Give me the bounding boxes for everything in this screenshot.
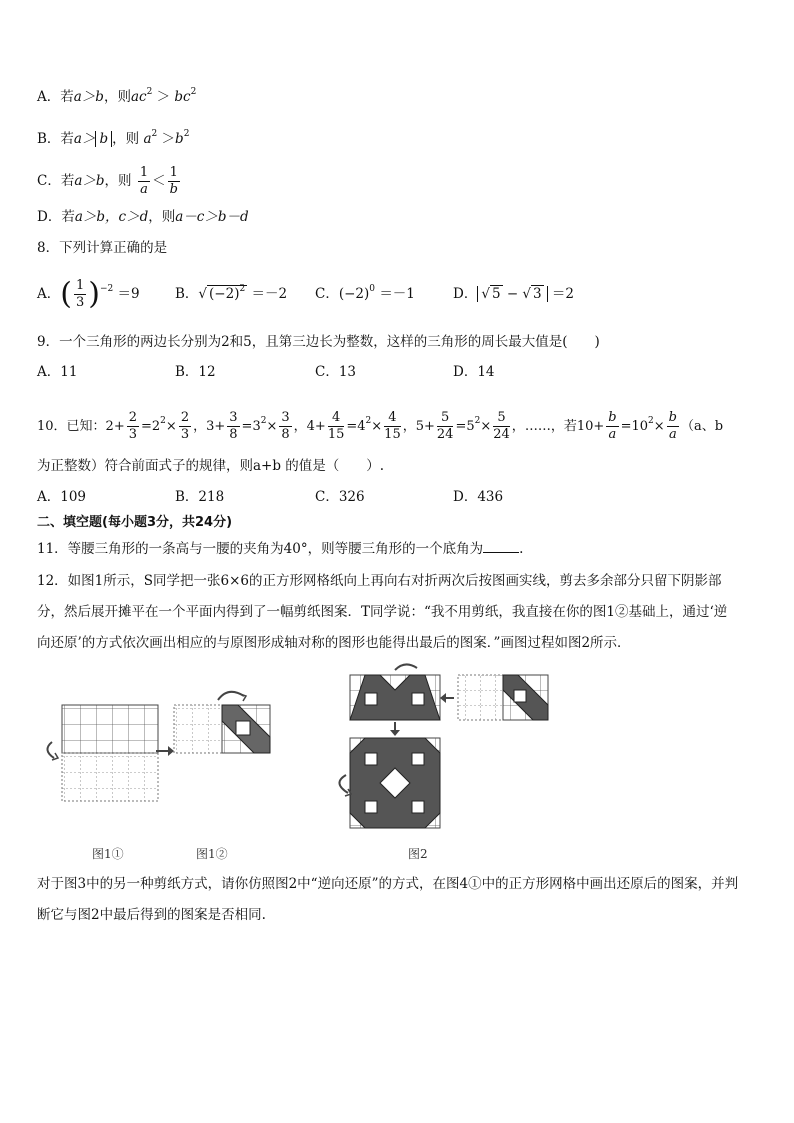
q10-option-b: B．218 <box>175 489 225 505</box>
q9-option-a: A．11 <box>37 364 78 380</box>
section-heading-fill-in: 二、填空题(每小题3分，共24分) <box>37 515 233 530</box>
figure-2-step-0 <box>458 675 548 720</box>
q10-option-d: D．436 <box>453 489 504 505</box>
q12-line3: 向还原’的方式依次画出相应的与原图形成轴对称的图形也能得出最后的图案．”画图过程如图2所示． <box>37 635 631 651</box>
q10-option-c: C．326 <box>315 489 365 505</box>
q8-option-c: C．$(-2)^0 =-1$ <box>315 284 415 302</box>
q9-option-d: D．14 <box>453 364 495 380</box>
q8-option-a: A．( $\frac{1}{3}$ )$^{-2}$ ＝9 <box>37 276 140 312</box>
q10-option-a: A．109 <box>37 489 87 505</box>
q10-stem-line2: 为正整数）符合前面式子的规律，则a+b 的值是（ ）. <box>37 458 385 474</box>
q12-line2: 分，然后展开摊平在一个平面内得到了一幅剪纸图案．T同学说：“我不用剪纸，我直接在你的图1②基础上，通过‘逆 <box>37 604 728 620</box>
figure-1-2 <box>174 692 270 753</box>
q12-line5: 断它与图2中最后得到的图案是否相同. <box>37 907 266 923</box>
caption-figure-2: 图2 <box>408 847 428 861</box>
q9-option-b: B．12 <box>175 364 216 380</box>
q7-option-d: D．若a＞b，c＞d，则a－c＞b－d <box>37 209 249 225</box>
q12-line1: 12．如图1所示，S同学把一张6×6的正方形网格纸向上再向右对折两次后按图画实线，剪去多余部分只留下阴影部 <box>37 573 722 589</box>
figure-1-1 <box>47 705 174 801</box>
q8-option-d: D． √ 5 − √ 3 ＝2 <box>453 286 575 302</box>
q11-stem: 11．等腰三角形的一条高与一腰的夹角为40°，则等腰三角形的一个底角为 . <box>37 541 524 557</box>
q7-option-a: A．若a＞b，则$ac^2 > bc^2$ <box>37 87 197 105</box>
figure-2-final <box>339 738 440 828</box>
q8-option-b: B．√ $(-2)^2 =-2$ <box>175 284 288 302</box>
q12-line4: 对于图3中的另一种剪纸方式，请你仿照图2中“逆向还原”的方式，在图4①中的正方形网格中画出还原后的图案，并判 <box>37 876 739 892</box>
answer-blank[interactable] <box>483 540 519 553</box>
q7-option-c: C．若a＞b，则 $\frac{1}{a}$ ＜ $\frac{1}{b}$ <box>37 165 178 197</box>
q10-stem: 10．已知：2+ $\frac{2}{3}$ $=2^2\times$ $\frac{2}{3}$ ，3+ $\frac{3}{8}$ $=3^2\times$ $\frac{3}{8}$ ，4+ $\frac{4}{15}$ $=4^2\times$ $\frac{4}{15}$ ，5+ $\frac{5}{24}$ $=5^2\times$ $\frac{5}{24}$ ，……，若10+ $\frac{b}{a}$ $=10^2\times$ $\frac{b}{a}$ （a、b <box>37 410 724 442</box>
q9-option-c: C．13 <box>315 364 357 380</box>
figure-2-step-1 <box>350 664 454 720</box>
caption-figure-1-1: 图1① <box>92 847 124 861</box>
q9-stem: 9．一个三角形的两边长分别为2和5，且第三边长为整数，这样的三角形的周长最大值是( ) <box>37 334 600 350</box>
caption-figure-1-2: 图1② <box>196 847 228 861</box>
figure-area <box>0 660 794 870</box>
q8-stem: 8．下列计算正确的是 <box>37 240 168 256</box>
q7-option-b: B．若a＞ b ，则 $a^2 >b^2$ <box>37 129 190 147</box>
